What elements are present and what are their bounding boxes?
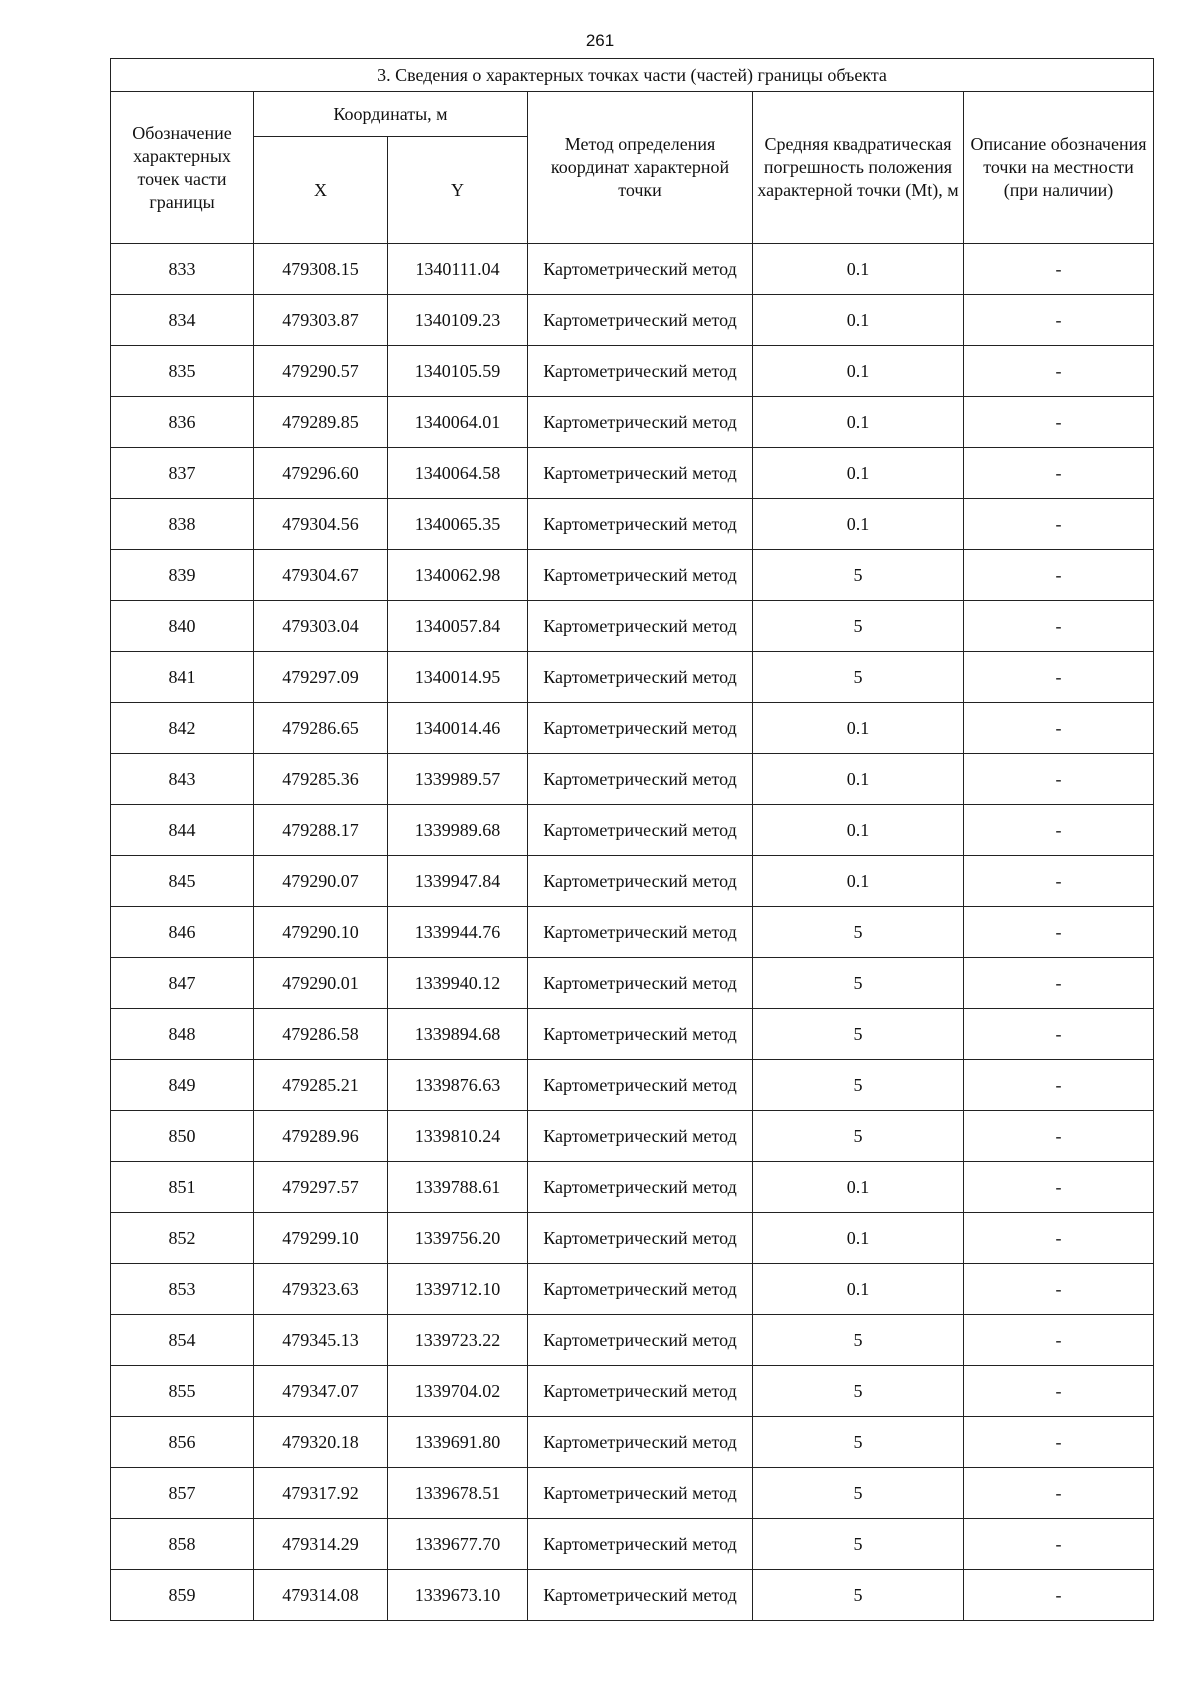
method-cell: Картометрический метод <box>528 550 753 601</box>
method-cell: Картометрический метод <box>528 1060 753 1111</box>
description-cell: - <box>964 601 1154 652</box>
description-cell: - <box>964 754 1154 805</box>
error-cell: 0.1 <box>753 805 964 856</box>
point-id-cell: 834 <box>111 295 254 346</box>
x-coordinate-cell: 479297.09 <box>254 652 388 703</box>
x-coordinate-cell: 479290.57 <box>254 346 388 397</box>
error-cell: 5 <box>753 1417 964 1468</box>
error-cell: 0.1 <box>753 856 964 907</box>
table-row <box>111 1111 1154 1162</box>
description-cell: - <box>964 1213 1154 1264</box>
table-row <box>111 499 1154 550</box>
point-id-cell: 851 <box>111 1162 254 1213</box>
x-coordinate-cell: 479323.63 <box>254 1264 388 1315</box>
description-cell: - <box>964 1417 1154 1468</box>
y-coordinate-cell: 1340062.98 <box>388 550 528 601</box>
method-cell: Картометрический метод <box>528 805 753 856</box>
error-cell: 0.1 <box>753 1213 964 1264</box>
x-coordinate-cell: 479345.13 <box>254 1315 388 1366</box>
x-coordinate-cell: 479296.60 <box>254 448 388 499</box>
y-coordinate-cell: 1339678.51 <box>388 1468 528 1519</box>
point-id-cell: 843 <box>111 754 254 805</box>
error-cell: 0.1 <box>753 295 964 346</box>
table-row <box>111 1468 1154 1519</box>
description-cell: - <box>964 907 1154 958</box>
table-row <box>111 1162 1154 1213</box>
x-coordinate-cell: 479314.29 <box>254 1519 388 1570</box>
page-number: 261 <box>585 31 615 50</box>
table-row <box>111 958 1154 1009</box>
y-coordinate-cell: 1339894.68 <box>388 1009 528 1060</box>
y-coordinate-cell: 1339788.61 <box>388 1162 528 1213</box>
method-cell: Картометрический метод <box>528 1111 753 1162</box>
y-coordinate-cell: 1340109.23 <box>388 295 528 346</box>
x-coordinate-cell: 479285.36 <box>254 754 388 805</box>
method-cell: Картометрический метод <box>528 907 753 958</box>
error-cell: 5 <box>753 652 964 703</box>
header-x: X <box>254 137 388 244</box>
method-cell: Картометрический метод <box>528 856 753 907</box>
description-cell: - <box>964 805 1154 856</box>
table-row <box>111 1264 1154 1315</box>
method-cell: Картометрический метод <box>528 1519 753 1570</box>
y-coordinate-cell: 1340057.84 <box>388 601 528 652</box>
x-coordinate-cell: 479347.07 <box>254 1366 388 1417</box>
point-id-cell: 852 <box>111 1213 254 1264</box>
description-cell: - <box>964 1264 1154 1315</box>
method-cell: Картометрический метод <box>528 1468 753 1519</box>
y-coordinate-cell: 1340014.46 <box>388 703 528 754</box>
x-coordinate-cell: 479290.01 <box>254 958 388 1009</box>
error-cell: 0.1 <box>753 244 964 295</box>
description-cell: - <box>964 703 1154 754</box>
error-cell: 5 <box>753 550 964 601</box>
description-cell: - <box>964 1111 1154 1162</box>
x-coordinate-cell: 479317.92 <box>254 1468 388 1519</box>
table-row <box>111 652 1154 703</box>
y-coordinate-cell: 1339712.10 <box>388 1264 528 1315</box>
x-coordinate-cell: 479320.18 <box>254 1417 388 1468</box>
error-cell: 5 <box>753 1570 964 1621</box>
method-cell: Картометрический метод <box>528 1213 753 1264</box>
table-row <box>111 295 1154 346</box>
description-cell: - <box>964 244 1154 295</box>
error-cell: 5 <box>753 1315 964 1366</box>
table-row <box>111 1417 1154 1468</box>
error-cell: 0.1 <box>753 1162 964 1213</box>
point-id-cell: 842 <box>111 703 254 754</box>
point-id-cell: 837 <box>111 448 254 499</box>
table-row <box>111 1519 1154 1570</box>
method-cell: Картометрический метод <box>528 244 753 295</box>
method-cell: Картометрический метод <box>528 652 753 703</box>
table-row <box>111 448 1154 499</box>
header-error: Средняя квадратическая погрешность положения характерной точки (Mt), м <box>753 92 964 244</box>
table-row <box>111 397 1154 448</box>
x-coordinate-cell: 479289.85 <box>254 397 388 448</box>
point-id-cell: 855 <box>111 1366 254 1417</box>
description-cell: - <box>964 295 1154 346</box>
table-header <box>111 59 1154 244</box>
method-cell: Картометрический метод <box>528 1264 753 1315</box>
x-coordinate-cell: 479297.57 <box>254 1162 388 1213</box>
error-cell: 0.1 <box>753 703 964 754</box>
y-coordinate-cell: 1339810.24 <box>388 1111 528 1162</box>
table-row <box>111 1213 1154 1264</box>
point-id-cell: 840 <box>111 601 254 652</box>
x-coordinate-cell: 479288.17 <box>254 805 388 856</box>
y-coordinate-cell: 1340014.95 <box>388 652 528 703</box>
header-coordinates: Координаты, м <box>254 92 528 137</box>
description-cell: - <box>964 1060 1154 1111</box>
description-cell: - <box>964 1009 1154 1060</box>
table-row <box>111 601 1154 652</box>
header-y: Y <box>388 137 528 244</box>
y-coordinate-cell: 1339989.57 <box>388 754 528 805</box>
error-cell: 0.1 <box>753 346 964 397</box>
error-cell: 0.1 <box>753 499 964 550</box>
section-title: 3. Сведения о характерных точках части (частей) границы объекта <box>111 59 1154 92</box>
point-id-cell: 841 <box>111 652 254 703</box>
x-coordinate-cell: 479303.87 <box>254 295 388 346</box>
method-cell: Картометрический метод <box>528 958 753 1009</box>
y-coordinate-cell: 1340105.59 <box>388 346 528 397</box>
x-coordinate-cell: 479299.10 <box>254 1213 388 1264</box>
y-coordinate-cell: 1339723.22 <box>388 1315 528 1366</box>
header-method: Метод определения координат характерной точки <box>528 92 753 244</box>
description-cell: - <box>964 448 1154 499</box>
point-id-cell: 847 <box>111 958 254 1009</box>
description-cell: - <box>964 958 1154 1009</box>
point-id-cell: 858 <box>111 1519 254 1570</box>
y-coordinate-cell: 1339989.68 <box>388 805 528 856</box>
x-coordinate-cell: 479303.04 <box>254 601 388 652</box>
method-cell: Картометрический метод <box>528 499 753 550</box>
table-row <box>111 703 1154 754</box>
method-cell: Картометрический метод <box>528 703 753 754</box>
description-cell: - <box>964 1468 1154 1519</box>
x-coordinate-cell: 479290.10 <box>254 907 388 958</box>
method-cell: Картометрический метод <box>528 754 753 805</box>
x-coordinate-cell: 479314.08 <box>254 1570 388 1621</box>
method-cell: Картометрический метод <box>528 1009 753 1060</box>
description-cell: - <box>964 346 1154 397</box>
point-id-cell: 853 <box>111 1264 254 1315</box>
table-row <box>111 1366 1154 1417</box>
x-coordinate-cell: 479304.67 <box>254 550 388 601</box>
table-row <box>111 550 1154 601</box>
point-id-cell: 848 <box>111 1009 254 1060</box>
boundary-points-table <box>110 58 1154 1621</box>
y-coordinate-cell: 1340064.58 <box>388 448 528 499</box>
method-cell: Картометрический метод <box>528 1570 753 1621</box>
table-row <box>111 244 1154 295</box>
method-cell: Картометрический метод <box>528 346 753 397</box>
description-cell: - <box>964 397 1154 448</box>
x-coordinate-cell: 479286.65 <box>254 703 388 754</box>
x-coordinate-cell: 479285.21 <box>254 1060 388 1111</box>
error-cell: 0.1 <box>753 754 964 805</box>
table-row <box>111 805 1154 856</box>
x-coordinate-cell: 479286.58 <box>254 1009 388 1060</box>
table-row <box>111 907 1154 958</box>
point-id-cell: 857 <box>111 1468 254 1519</box>
error-cell: 5 <box>753 1009 964 1060</box>
point-id-cell: 850 <box>111 1111 254 1162</box>
y-coordinate-cell: 1339704.02 <box>388 1366 528 1417</box>
description-cell: - <box>964 550 1154 601</box>
point-id-cell: 835 <box>111 346 254 397</box>
table-row <box>111 1570 1154 1621</box>
error-cell: 0.1 <box>753 448 964 499</box>
y-coordinate-cell: 1340065.35 <box>388 499 528 550</box>
header-point-designation: Обозначение характерных точек части границы <box>111 92 254 244</box>
y-coordinate-cell: 1339947.84 <box>388 856 528 907</box>
description-cell: - <box>964 652 1154 703</box>
y-coordinate-cell: 1339756.20 <box>388 1213 528 1264</box>
method-cell: Картометрический метод <box>528 1366 753 1417</box>
error-cell: 0.1 <box>753 397 964 448</box>
method-cell: Картометрический метод <box>528 295 753 346</box>
error-cell: 5 <box>753 1468 964 1519</box>
y-coordinate-cell: 1339940.12 <box>388 958 528 1009</box>
point-id-cell: 859 <box>111 1570 254 1621</box>
error-cell: 5 <box>753 601 964 652</box>
method-cell: Картометрический метод <box>528 601 753 652</box>
method-cell: Картометрический метод <box>528 1417 753 1468</box>
y-coordinate-cell: 1339677.70 <box>388 1519 528 1570</box>
y-coordinate-cell: 1339691.80 <box>388 1417 528 1468</box>
table-body <box>111 244 1154 1621</box>
x-coordinate-cell: 479304.56 <box>254 499 388 550</box>
point-id-cell: 833 <box>111 244 254 295</box>
table-row <box>111 856 1154 907</box>
description-cell: - <box>964 1570 1154 1621</box>
method-cell: Картометрический метод <box>528 397 753 448</box>
point-id-cell: 856 <box>111 1417 254 1468</box>
y-coordinate-cell: 1340111.04 <box>388 244 528 295</box>
description-cell: - <box>964 1519 1154 1570</box>
table-row <box>111 1060 1154 1111</box>
point-id-cell: 854 <box>111 1315 254 1366</box>
y-coordinate-cell: 1340064.01 <box>388 397 528 448</box>
x-coordinate-cell: 479308.15 <box>254 244 388 295</box>
error-cell: 5 <box>753 1111 964 1162</box>
point-id-cell: 845 <box>111 856 254 907</box>
error-cell: 5 <box>753 1060 964 1111</box>
point-id-cell: 838 <box>111 499 254 550</box>
x-coordinate-cell: 479289.96 <box>254 1111 388 1162</box>
point-id-cell: 839 <box>111 550 254 601</box>
point-id-cell: 844 <box>111 805 254 856</box>
x-coordinate-cell: 479290.07 <box>254 856 388 907</box>
y-coordinate-cell: 1339944.76 <box>388 907 528 958</box>
method-cell: Картометрический метод <box>528 1162 753 1213</box>
error-cell: 5 <box>753 907 964 958</box>
error-cell: 5 <box>753 1519 964 1570</box>
table-row <box>111 1315 1154 1366</box>
method-cell: Картометрический метод <box>528 1315 753 1366</box>
description-cell: - <box>964 499 1154 550</box>
y-coordinate-cell: 1339673.10 <box>388 1570 528 1621</box>
point-id-cell: 849 <box>111 1060 254 1111</box>
header-description: Описание обозначения точки на местности (при наличии) <box>964 92 1154 244</box>
description-cell: - <box>964 856 1154 907</box>
table-row <box>111 1009 1154 1060</box>
y-coordinate-cell: 1339876.63 <box>388 1060 528 1111</box>
error-cell: 5 <box>753 958 964 1009</box>
method-cell: Картометрический метод <box>528 448 753 499</box>
table-row <box>111 754 1154 805</box>
error-cell: 0.1 <box>753 1264 964 1315</box>
error-cell: 5 <box>753 1366 964 1417</box>
table-row <box>111 346 1154 397</box>
description-cell: - <box>964 1315 1154 1366</box>
description-cell: - <box>964 1366 1154 1417</box>
description-cell: - <box>964 1162 1154 1213</box>
point-id-cell: 846 <box>111 907 254 958</box>
point-id-cell: 836 <box>111 397 254 448</box>
